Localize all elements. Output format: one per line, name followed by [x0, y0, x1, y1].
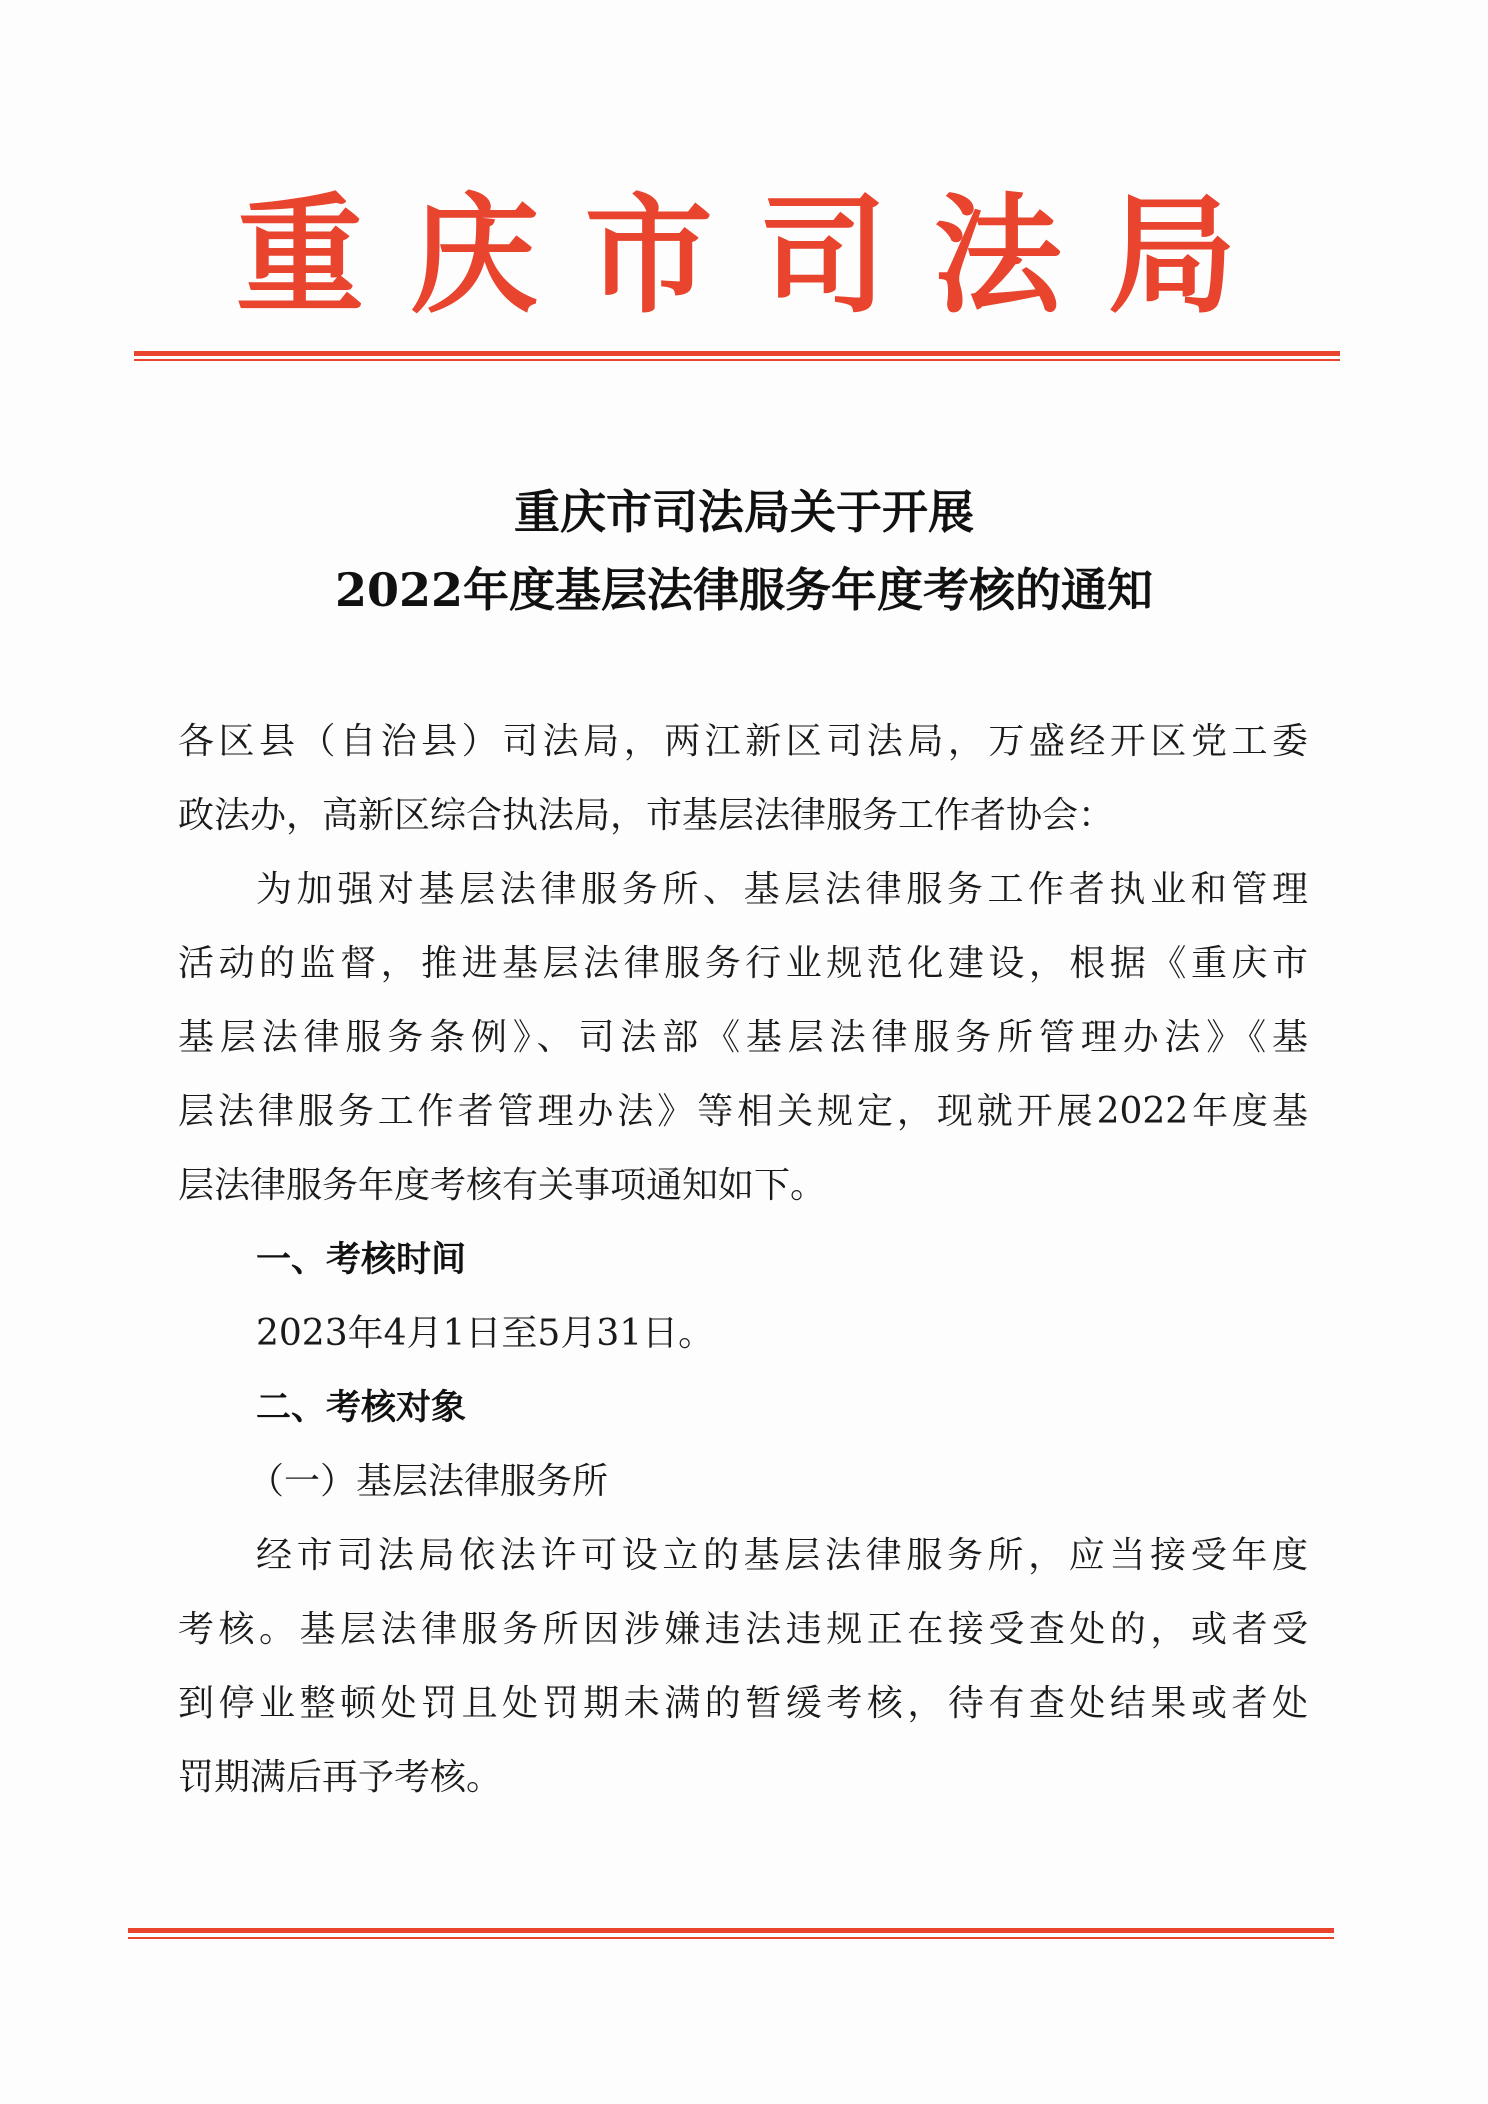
masthead-char: 重 — [236, 182, 365, 331]
masthead-char: 庆 — [410, 182, 539, 331]
intro-paragraph-line: 为加强对基层法律服务所、基层法律服务工作者执业和管理 — [256, 869, 1308, 910]
target-paragraph-line: 考核。基层法律服务所因涉嫌违法违规正在接受查处的，或者受 — [178, 1609, 1308, 1650]
exam-time-text: 2023年4月1日至5月31日。 — [256, 1313, 715, 1354]
document-title-line1: 重庆市司法局关于开展 — [514, 485, 974, 539]
footer-divider-thin — [128, 1937, 1334, 1939]
intro-paragraph-line: 层法律服务工作者管理办法》等相关规定，现就开展2022年度基 — [178, 1091, 1308, 1132]
intro-paragraph-line: 活动的监督，推进基层法律服务行业规范化建设，根据《重庆市 — [178, 943, 1308, 984]
recipients-line: 政法办，高新区综合执法局，市基层法律服务工作者协会： — [178, 795, 1115, 836]
masthead-divider-thin — [134, 359, 1340, 361]
section-heading-exam-time: 一、考核时间 — [256, 1240, 467, 1280]
masthead-char: 市 — [584, 182, 713, 331]
footer-divider-thick — [128, 1928, 1334, 1933]
document-title-line2: 2022年度基层法律服务年度考核的通知 — [334, 563, 1154, 617]
masthead-char: 局 — [1107, 182, 1236, 331]
section-heading-exam-target: 二、考核对象 — [256, 1388, 467, 1428]
masthead-divider-thick — [134, 351, 1340, 356]
target-paragraph-line: 罚期满后再予考核。 — [178, 1757, 503, 1798]
target-paragraph-line: 经市司法局依法许可设立的基层法律服务所，应当接受年度 — [256, 1535, 1308, 1576]
masthead-char: 司 — [759, 182, 888, 331]
masthead — [236, 182, 1236, 332]
intro-paragraph-line: 层法律服务年度考核有关事项通知如下。 — [178, 1165, 827, 1206]
subsection-heading-law-firm: （一）基层法律服务所 — [248, 1461, 609, 1502]
intro-paragraph-line: 基层法律服务条例》、司法部《基层法律服务所管理办法》《基 — [178, 1017, 1308, 1058]
recipients-line: 各区县（自治县）司法局，两江新区司法局，万盛经开区党工委 — [178, 721, 1308, 762]
masthead-char: 法 — [933, 182, 1062, 331]
target-paragraph-line: 到停业整顿处罚且处罚期未满的暂缓考核，待有查处结果或者处 — [178, 1683, 1308, 1724]
